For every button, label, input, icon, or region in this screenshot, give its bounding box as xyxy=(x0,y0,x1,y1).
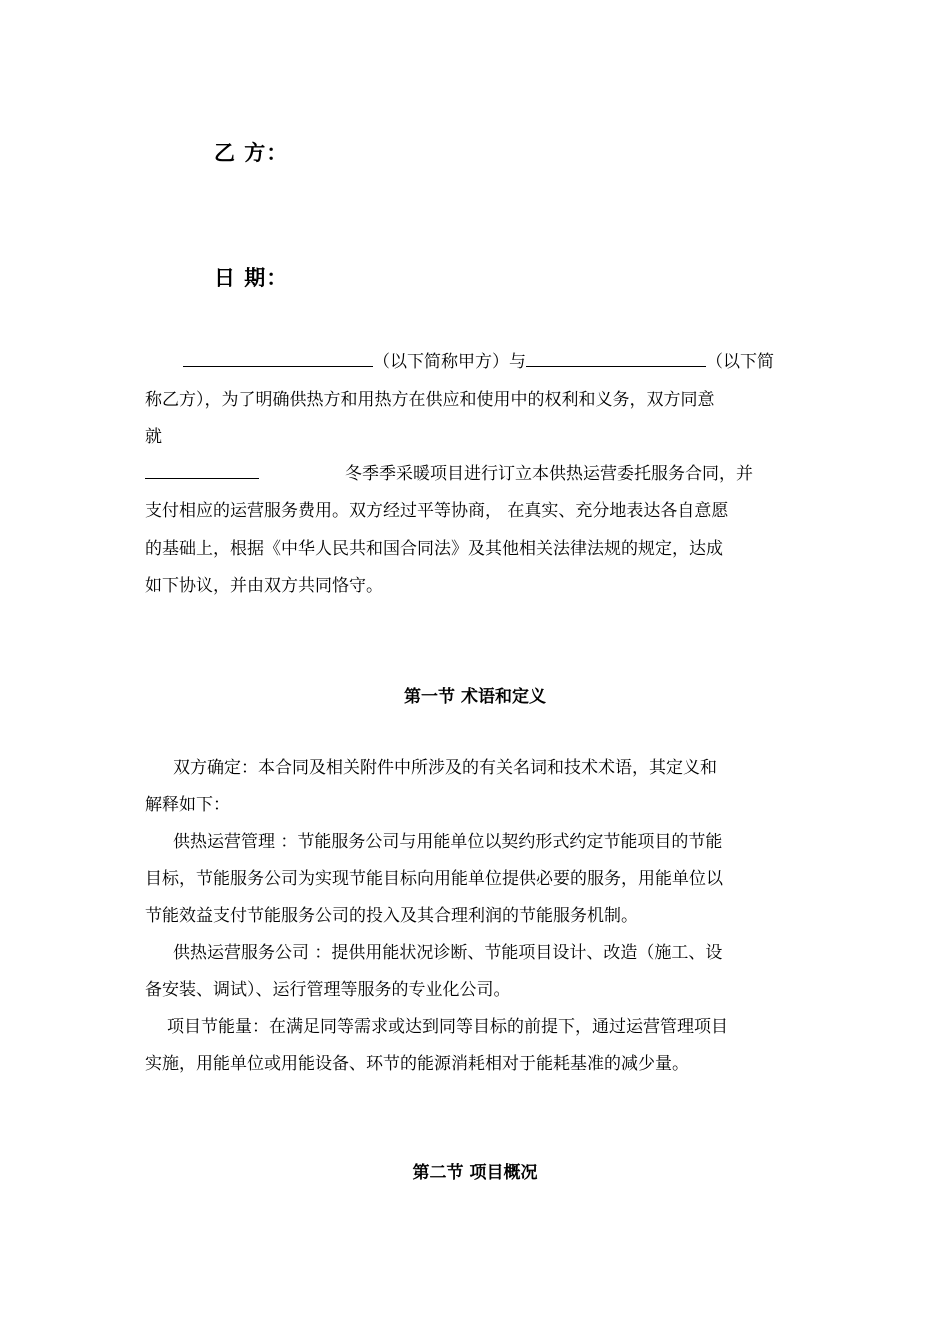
intro-line-5: 支付相应的运营服务费用。双方经过平等协商， 在真实、充分地表达各自意愿 xyxy=(145,501,729,521)
project-blank[interactable] xyxy=(145,458,259,479)
party-b-label: 乙 方： xyxy=(214,141,289,165)
intro-text-1a: （以下简称甲方）与 xyxy=(373,352,526,372)
s1-p2-line-2: 目标，节能服务公司为实现节能目标向用能单位提供必要的服务，用能单位以 xyxy=(145,869,723,889)
section1-title: 第一节 术语和定义 xyxy=(404,687,546,707)
section2-title: 第二节 项目概况 xyxy=(412,1163,538,1183)
intro-text-4: 冬季季采暖项目进行订立本供热运营委托服务合同，并 xyxy=(345,464,753,484)
intro-line-4 xyxy=(145,455,811,493)
intro-text-1b: （以下简 xyxy=(706,352,774,372)
intro-line-1 xyxy=(145,343,811,381)
s1-p1-line-1: 双方确定：本合同及相关附件中所涉及的有关名词和技术术语，其定义和 xyxy=(173,758,717,778)
s1-p2-line-1: 供热运营管理 ：节能服务公司与用能单位以契约形式约定节能项目的节能 xyxy=(173,832,723,852)
intro-line-2: 称乙方），为了明确供热方和用热方在供应和使用中的权利和义务，双方同意 xyxy=(145,390,715,410)
s1-p3-line-2: 备安装、调试）、运行管理等服务的专业化公司。 xyxy=(145,980,511,1000)
intro-line-6: 的基础上，根据《中华人民共和国合同法》及其他相关法律法规的规定，达成 xyxy=(145,539,723,559)
date-label: 日 期： xyxy=(214,266,289,290)
intro-line-7: 如下协议，并由双方共同恪守。 xyxy=(145,576,383,596)
s1-p3-line-1: 供热运营服务公司 ：提供用能状况诊断、节能项目设计、改造（施工、设 xyxy=(173,943,723,963)
s1-p4-line-2: 实施，用能单位或用能设备、环节的能源消耗相对于能耗基准的减少量。 xyxy=(145,1054,689,1074)
party-b-blank[interactable] xyxy=(526,346,706,367)
s1-p2-line-3: 节能效益支付节能服务公司的投入及其合理利润的节能服务机制。 xyxy=(145,906,638,926)
s1-p4-line-1: 项目节能量：在满足同等需求或达到同等目标的前提下，通过运营管理项目 xyxy=(167,1017,728,1037)
party-a-blank[interactable] xyxy=(183,346,373,367)
s1-p1-line-2: 解释如下： xyxy=(145,795,230,815)
intro-line-3: 就 xyxy=(145,427,162,447)
